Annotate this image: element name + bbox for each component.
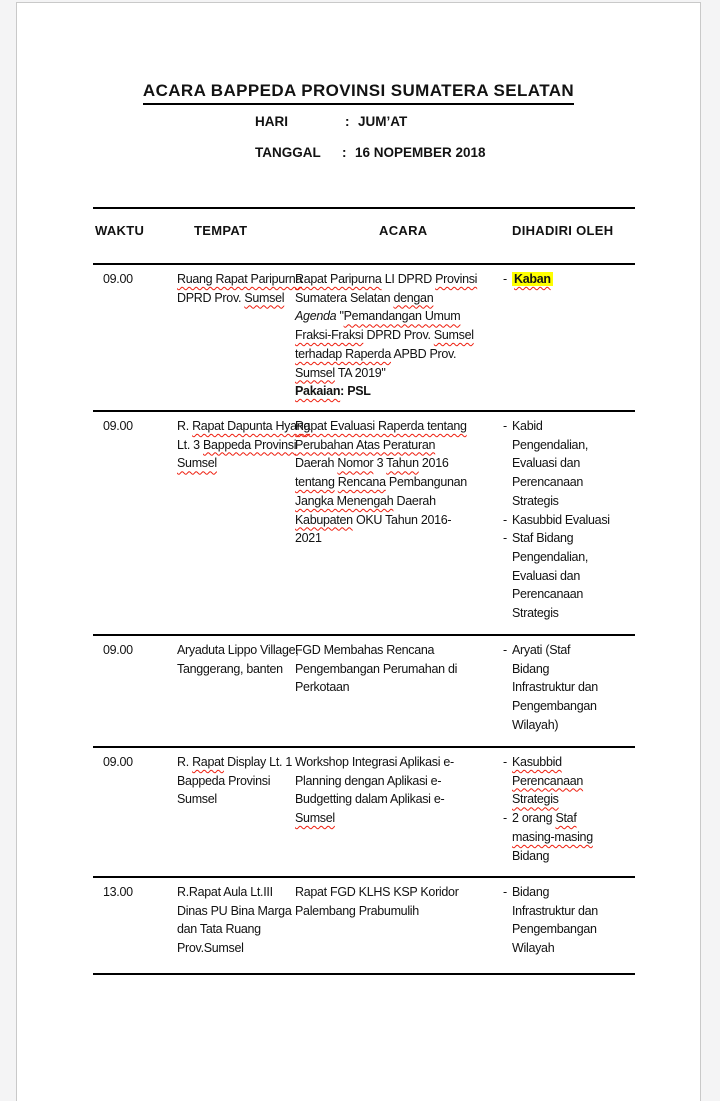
table-row — [93, 746, 635, 876]
text-segment: TA 2019" — [334, 365, 386, 380]
text-line — [177, 289, 297, 308]
text-line — [177, 417, 311, 436]
attendee-text — [512, 883, 636, 958]
text-segment: LI DPRD — [381, 272, 436, 286]
text-segment: Sumsel — [295, 811, 335, 826]
text-line — [177, 436, 297, 455]
list-dash: - — [503, 531, 507, 546]
text-line — [512, 473, 636, 492]
text-segment: DPRD Prov. — [363, 328, 434, 343]
text-segment: " — [339, 309, 344, 324]
text-segment: tentang — [295, 475, 335, 490]
text-segment: R. — [177, 755, 193, 769]
text-line — [512, 920, 636, 939]
text-line — [177, 790, 297, 809]
text-segment: Wilayah) — [512, 717, 559, 732]
text-segment: Strategis — [512, 493, 559, 508]
text-segment: Palembang Prabumulih — [295, 903, 419, 918]
text-line — [295, 883, 511, 902]
column-header-waktu: WAKTU — [95, 223, 145, 238]
text-line — [177, 939, 297, 958]
text-segment: Planning dengan Aplikasi e- — [295, 773, 442, 788]
text-line — [512, 585, 636, 604]
text-line — [295, 809, 511, 828]
text-segment: Fraksi-Fraksi — [295, 328, 364, 343]
text-line — [295, 660, 511, 679]
list-dash: - — [503, 643, 507, 657]
attendee-text — [512, 753, 636, 809]
document-title: ACARA BAPPEDA PROVINSI SUMATERA SELATAN — [143, 81, 574, 105]
cell-tempat — [177, 753, 297, 809]
text-segment: Kasubbid — [512, 755, 562, 769]
attendee-item — [503, 511, 636, 530]
text-segment: Budgetting dalam Aplikasi e- — [295, 792, 445, 807]
text-segment: Daerah — [393, 493, 436, 508]
text-segment: Display Lt. 1 — [223, 755, 292, 769]
cell-tempat — [177, 641, 297, 678]
text-line — [512, 492, 636, 511]
text-segment: Sumsel — [295, 365, 335, 380]
text-segment: Sumsel — [177, 792, 217, 807]
text-segment: Strategis — [512, 606, 559, 621]
text-segment: Pengendalian, — [512, 437, 589, 452]
text-line — [512, 902, 636, 921]
attendee-item — [503, 883, 636, 958]
text-segment: Tahun — [386, 456, 419, 471]
text-segment: 3 — [373, 456, 387, 471]
text-line — [512, 790, 636, 809]
text-segment: Agenda — [295, 309, 340, 324]
text-line — [295, 753, 511, 772]
text-line — [295, 326, 511, 345]
text-segment: dengan — [393, 290, 434, 305]
text-segment: Bidang — [512, 661, 550, 676]
text-line — [177, 641, 297, 660]
text-line — [512, 604, 636, 623]
text-line — [295, 364, 511, 383]
attendee-item — [503, 270, 636, 289]
text-line — [512, 847, 636, 866]
attendee-item — [503, 641, 636, 735]
list-dash: - — [503, 419, 507, 433]
list-dash: - — [503, 811, 507, 826]
text-segment: Aryati (Staf — [512, 643, 571, 657]
text-line — [295, 511, 511, 530]
cell-waktu: 09.00 — [103, 755, 133, 769]
meta-value-hari: JUM’AT — [358, 114, 408, 129]
text-segment: Bappeda Provinsi — [177, 773, 271, 788]
text-segment: Rapat Evaluasi Raperda tentang — [295, 419, 467, 433]
text-segment: 2 orang — [512, 811, 556, 826]
text-segment: 2016 — [418, 456, 449, 471]
cell-dihadiri-oleh — [503, 417, 636, 623]
text-line — [512, 567, 636, 586]
text-line — [177, 753, 297, 772]
text-segment: Tanggerang, banten — [177, 661, 283, 676]
text-segment: Bidang — [512, 848, 550, 863]
text-line — [295, 529, 511, 548]
text-segment: Bappeda Provinsi — [203, 437, 297, 452]
text-segment: Prov.Sumsel — [177, 941, 244, 956]
text-line — [512, 548, 636, 567]
text-segment: Sumsel — [177, 456, 217, 471]
table-row — [93, 634, 635, 746]
text-segment: FGD Membahas Rencana — [295, 643, 435, 657]
text-line — [512, 697, 636, 716]
text-line — [512, 270, 636, 289]
text-line — [512, 529, 636, 548]
text-segment: Perubahan Atas Peraturan — [295, 437, 436, 452]
text-line — [512, 417, 636, 436]
text-segment: OKU Tahun 2016- — [352, 512, 452, 527]
text-segment: DPRD Prov. — [177, 290, 245, 305]
text-line — [177, 883, 297, 902]
text-line — [177, 454, 297, 473]
text-line — [512, 436, 636, 455]
cell-tempat — [177, 270, 303, 307]
attendee-item — [503, 809, 636, 865]
text-segment: Staf Bidang — [512, 531, 574, 546]
column-header-tempat: TEMPAT — [194, 223, 248, 238]
text-line — [512, 660, 636, 679]
text-segment: : PSL — [340, 384, 371, 399]
schedule-table — [93, 207, 635, 975]
text-line — [512, 454, 636, 473]
text-segment: Sumatera Selatan — [295, 290, 394, 305]
list-dash: - — [503, 512, 507, 527]
text-segment: Pemandangan Umum — [343, 309, 461, 324]
text-segment: APBD Prov. — [390, 346, 457, 361]
text-segment: Staf — [555, 811, 577, 826]
attendee-item — [503, 753, 636, 809]
meta-row-tanggal — [17, 145, 700, 165]
text-line — [295, 382, 511, 401]
text-segment: Kabupaten — [295, 512, 353, 527]
text-line — [295, 772, 511, 791]
text-segment: Provinsi — [435, 272, 478, 286]
text-line — [512, 809, 636, 828]
text-line — [512, 641, 636, 660]
text-line — [295, 678, 511, 697]
text-segment: Rencana — [337, 475, 386, 490]
text-line — [177, 270, 303, 289]
cell-acara — [295, 641, 511, 697]
text-segment: masing-masing — [512, 829, 593, 844]
meta-label-tanggal: TANGGAL — [255, 145, 321, 160]
meta-label-hari: HARI — [255, 114, 288, 129]
text-line — [295, 436, 511, 455]
text-segment: Rapat Paripurna — [295, 272, 382, 286]
text-segment: Sumsel — [433, 328, 474, 343]
text-line — [295, 417, 511, 436]
title-row — [17, 81, 700, 105]
text-segment: Evaluasi dan — [512, 456, 580, 471]
cell-waktu: 13.00 — [103, 885, 133, 899]
attendee-text — [512, 417, 636, 511]
text-segment: Workshop Integrasi Aplikasi e- — [295, 755, 454, 769]
text-line — [177, 902, 297, 921]
meta-separator: : — [345, 114, 350, 129]
meta-separator: : — [342, 145, 347, 160]
text-segment: Strategis — [512, 792, 559, 807]
text-segment: Rapat — [192, 755, 224, 769]
table-row — [93, 876, 635, 973]
cell-dihadiri-oleh — [503, 883, 636, 958]
text-segment: Kasubbid Evaluasi — [512, 512, 610, 527]
attendee-text — [512, 529, 636, 623]
cell-dihadiri-oleh — [503, 641, 636, 735]
cell-tempat — [177, 417, 311, 473]
attendee-text — [512, 270, 636, 289]
text-segment: Evaluasi dan — [512, 568, 580, 583]
list-dash: - — [503, 885, 507, 899]
text-line — [295, 492, 511, 511]
text-line — [512, 883, 636, 902]
text-segment: Pengembangan — [512, 922, 597, 937]
text-line — [512, 678, 636, 697]
text-line — [512, 753, 636, 772]
text-line — [512, 511, 636, 530]
text-segment: terhadap Raperda — [295, 346, 391, 361]
text-segment: R. — [177, 419, 193, 433]
attendee-item — [503, 529, 636, 623]
text-segment: Wilayah — [512, 941, 555, 956]
document-page — [16, 2, 701, 1101]
text-segment: Daerah — [295, 456, 338, 471]
table-row — [93, 410, 635, 634]
text-line — [512, 716, 636, 735]
text-line — [177, 920, 297, 939]
table-row — [93, 263, 635, 410]
text-segment: Perencanaan — [512, 587, 584, 602]
text-segment: Perencanaan — [512, 773, 584, 788]
cell-waktu: 09.00 — [103, 643, 133, 657]
attendee-text — [512, 809, 636, 865]
text-segment: Perencanaan — [512, 475, 584, 490]
cell-dihadiri-oleh — [503, 753, 636, 865]
text-segment: Nomor — [337, 456, 374, 471]
cell-waktu: 09.00 — [103, 272, 133, 286]
cell-acara — [295, 753, 511, 828]
column-header-acara: ACARA — [379, 223, 428, 238]
cell-waktu: 09.00 — [103, 419, 133, 433]
text-line — [512, 772, 636, 791]
text-segment: Kabid — [512, 419, 543, 433]
text-segment: Pengembangan — [512, 699, 597, 714]
cell-acara — [295, 417, 511, 548]
text-segment: Pakaian — [295, 384, 341, 399]
cell-acara — [295, 883, 511, 920]
text-segment: 2021 — [295, 531, 322, 546]
text-segment: Pengembangan Perumahan di — [295, 661, 458, 676]
text-segment: Sumsel — [244, 290, 285, 305]
column-header-dihadiri-oleh: DIHADIRI OLEH — [512, 223, 614, 238]
text-segment: Perkotaan — [295, 680, 350, 695]
text-segment: Dinas PU Bina Marga — [177, 903, 292, 918]
text-line — [512, 939, 636, 958]
text-line — [295, 307, 511, 326]
attendee-text — [512, 641, 636, 735]
meta-row-hari — [17, 114, 700, 134]
text-segment: Pembangunan — [385, 475, 467, 490]
text-segment: R.Rapat Aula Lt.III — [177, 885, 273, 899]
text-line — [295, 790, 511, 809]
text-line — [295, 902, 511, 921]
text-line — [177, 660, 297, 679]
text-line — [512, 828, 636, 847]
cell-dihadiri-oleh — [503, 270, 636, 289]
text-line — [177, 772, 297, 791]
text-line — [295, 641, 511, 660]
text-segment: Jangka Menengah — [295, 493, 394, 508]
text-line — [295, 345, 511, 364]
list-dash: - — [503, 272, 507, 286]
text-segment: Lt. 3 — [177, 437, 203, 452]
attendee-text — [512, 511, 636, 530]
text-line — [295, 454, 511, 473]
text-segment: Pengendalian, — [512, 549, 589, 564]
text-line — [295, 289, 511, 308]
list-dash: - — [503, 755, 507, 769]
text-segment: Bidang — [512, 885, 550, 899]
text-segment: Rapat FGD KLHS KSP Koridor — [295, 885, 459, 899]
text-segment: Aryaduta Lippo Village, — [177, 643, 299, 657]
text-segment: Infrastruktur dan — [512, 903, 598, 918]
text-segment: dan Tata Ruang — [177, 922, 261, 937]
text-segment: Ruang Rapat Paripurna — [177, 272, 303, 286]
cell-tempat — [177, 883, 297, 958]
text-line — [295, 473, 511, 492]
text-segment: Rapat Dapunta Hyang — [192, 419, 311, 433]
meta-value-tanggal: 16 NOPEMBER 2018 — [355, 145, 486, 160]
highlighted-text: Kaban — [514, 272, 551, 286]
attendee-item — [503, 417, 636, 511]
table-header-row — [93, 207, 635, 263]
text-line — [295, 270, 511, 289]
cell-acara — [295, 270, 511, 401]
text-segment: Infrastruktur dan — [512, 680, 598, 695]
